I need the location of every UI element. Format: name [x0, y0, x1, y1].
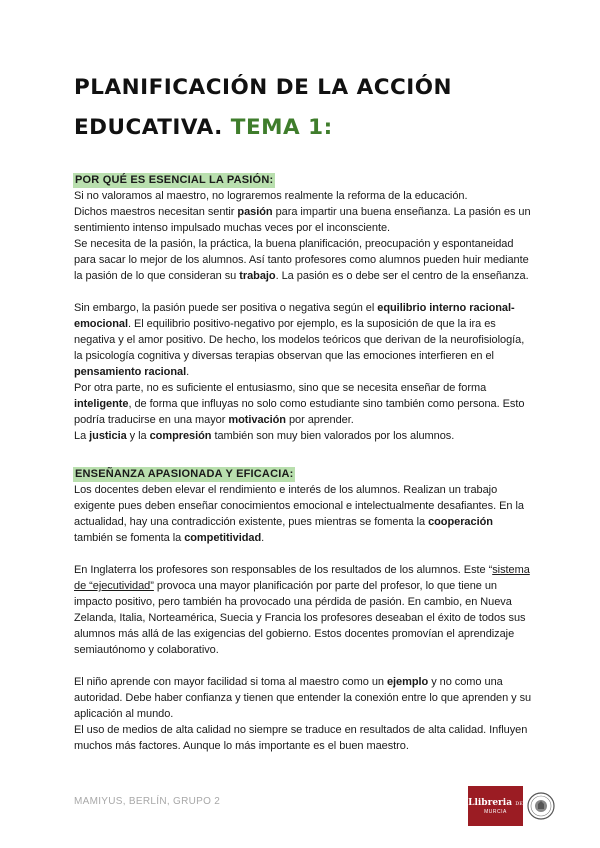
logo-wordmark: Llibreria DE MURCIA: [468, 786, 523, 826]
seal-icon: [527, 792, 555, 820]
bookstore-logo: [468, 786, 555, 826]
paragraph: Los docentes deben elevar el rendimiento e interés de los alumnos. Realizan un trabajo exigente pues deben enseñar conocimientos emocional e intelectualmente desafiantes. En la actualidad, hay una contradicción existente, pues mientras se fomenta la cooperación también se fomenta la competitividad.: [74, 484, 524, 544]
paragraph: Por otra parte, no es suficiente el entusiasmo, sino que se necesita enseñar de forma inteligente, de forma que influyas no solo como estudiante sino también como persona. Esto podría traducirse en una mayor motivación por aprender.: [74, 382, 525, 426]
paragraph: La justicia y la compresión también son muy bien valorados por los alumnos.: [74, 430, 455, 442]
paragraph: En Inglaterra los profesores son responsables de los resultados de los alumnos. Este “sistema de “ejecutividad” provoca una mayor planificación por parte del profesor, lo que tiene un impacto positivo, pero también ha provocado una pérdida de pasión. En cambio, en Nueva Zelanda, Italia, Norteamérica, Suecia y Francia los profesores deseaban el éxito de todos sus alumnos más allá de las exigencias del gobierno. Estos docentes promovían el aprendizaje semiautónomo y colaborativo.: [74, 564, 530, 656]
section-pasion: [74, 170, 534, 444]
document-page: [74, 68, 534, 754]
footer-text: MAMIYUS, BERLÍN, GRUPO 2: [74, 796, 221, 807]
section-heading: ENSEÑANZA APASIONADA Y EFICACIA:: [75, 468, 294, 480]
paragraph: Si no valoramos al maestro, no lograremos realmente la reforma de la educación.: [74, 190, 468, 202]
section-eficacia: [74, 464, 534, 754]
title-tema: TEMA 1:: [230, 115, 333, 140]
paragraph: Se necesita de la pasión, la práctica, la buena planificación, preocupación y espontaneidad para sacar lo mejor de los alumnos. Así tanto profesores como alumnos pueden huir mediante la pasión de lo que consideran su trabajo. La pasión es o debe ser el centro de la enseñanza.: [74, 238, 529, 282]
section-heading: POR QUÉ ES ESENCIAL LA PASIÓN:: [75, 174, 274, 186]
paragraph: Dichos maestros necesitan sentir pasión para impartir una buena enseñanza. La pasión es un sentimiento intenso impulsado muchas veces por el inconsciente.: [74, 206, 531, 234]
paragraph: El uso de medios de alta calidad no siempre se traduce en resultados de alta calidad. Influyen muchos más factores. Aunque lo más importante es el buen maestro.: [74, 724, 528, 752]
paragraph: Sin embargo, la pasión puede ser positiva o negativa según el equilibrio interno racional-emocional. El equilibrio positivo-negativo por ejemplo, es la suposición de que la ira es negativa y el amor positivo. De hecho, los modelos teóricos que derivan de la neurofisiología, la psicología cognitiva y diversas terapias observan que las emociones interfieren en el pensamiento racional.: [74, 302, 525, 378]
paragraph: El niño aprende con mayor facilidad si toma al maestro como un ejemplo y no como una autoridad. Debe haber confianza y tienen que entender la conexión entre lo que aprenden y su aplicación al mundo.: [74, 676, 532, 720]
title-main: PLANIFICACIÓN DE LA ACCIÓN EDUCATIVA.: [74, 75, 453, 140]
page-title: [74, 68, 534, 148]
